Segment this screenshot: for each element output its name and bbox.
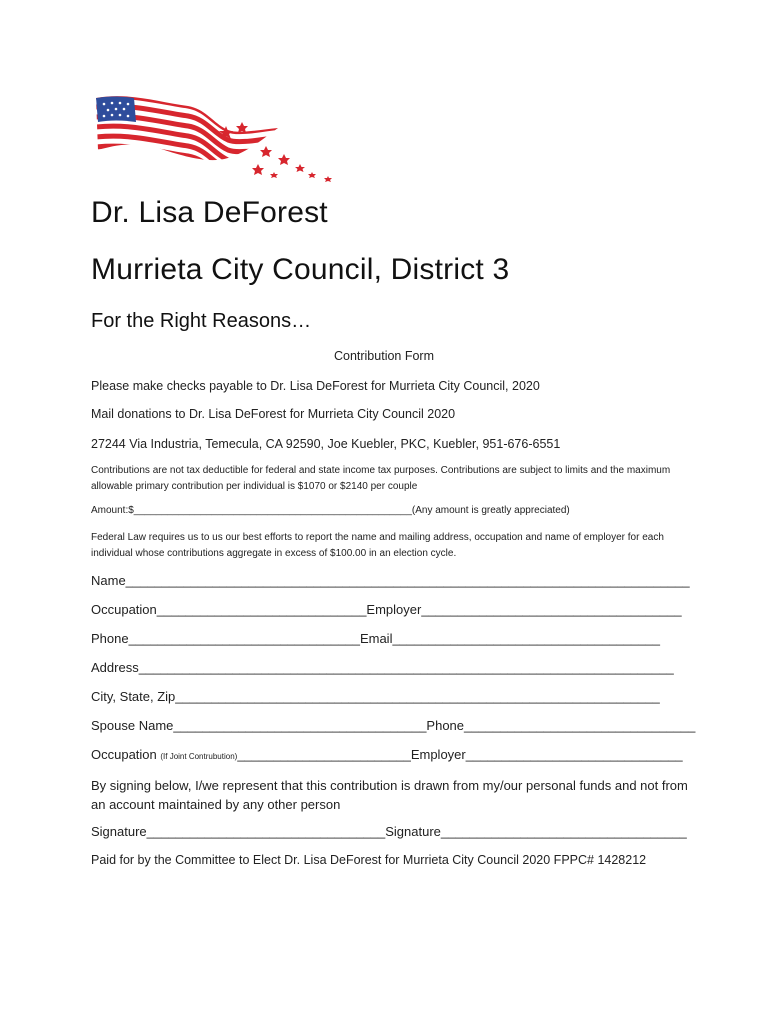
form-title — [0, 349, 770, 363]
amount-field[interactable]: Amount:$__________________________________________________(Any amount is greatly appreciated) — [91, 505, 570, 516]
signing-statement: By signing below, I/we represent that this contribution is drawn from my/our personal funds and not from an account maintained by any other person — [91, 778, 688, 812]
phone-email-field[interactable]: Phone________________________________Email_____________________________________ — [91, 631, 660, 646]
name-field[interactable]: Name______________________________________________________________________________ — [91, 573, 690, 588]
american-flag-logo — [88, 92, 340, 184]
joint-occupation-label: Occupation — [91, 747, 161, 762]
address-field[interactable]: Address__________________________________________________________________________ — [91, 660, 674, 675]
joint-occupation-rest: ________________________Employer______________________________ — [237, 747, 683, 762]
checks-payable-line: Please make checks payable to Dr. Lisa DeForest for Murrieta City Council, 2020 — [91, 379, 540, 393]
mailing-address-line: 27244 Via Industria, Temecula, CA 92590, Joe Kuebler, PKC, Kuebler, 951-676-6551 — [91, 437, 561, 451]
paid-for-disclaimer: Paid for by the Committee to Elect Dr. Lisa DeForest for Murrieta City Council 2020 FPPC# 1428212 — [91, 853, 647, 867]
joint-contribution-note: (If Joint Contrubution) — [160, 752, 238, 761]
tax-note: Contributions are not tax deductible for federal and state income tax purposes. Contributions are subject to limits and the maximum allowable primary contribution per individual is $1070 or $2140 per couple — [91, 465, 671, 492]
mail-donations-line: Mail donations to Dr. Lisa DeForest for Murrieta City Council 2020 — [91, 407, 456, 421]
office-title: Murrieta City Council, District 3 — [91, 253, 510, 286]
city-state-zip-field[interactable]: City, State, Zip___________________________________________________________________ — [91, 689, 660, 704]
candidate-name: Dr. Lisa DeForest — [91, 196, 328, 229]
tagline: For the Right Reasons… — [91, 310, 312, 332]
occupation-employer-field[interactable]: Occupation_____________________________Employer____________________________________ — [91, 602, 682, 617]
signature-fields[interactable]: Signature_________________________________Signature__________________________________ — [91, 824, 687, 839]
spouse-phone-field[interactable]: Spouse Name___________________________________Phone________________________________ — [91, 718, 696, 733]
joint-occupation-employer-field[interactable] — [91, 747, 683, 762]
form-title-text: Contribution Form — [333, 349, 435, 363]
federal-law-note: Federal Law requires us to us our best efforts to report the name and mailing address, occupation and name of employer for each individual whose contributions aggregate in excess of $100.00 in an election cycle. — [91, 532, 664, 559]
